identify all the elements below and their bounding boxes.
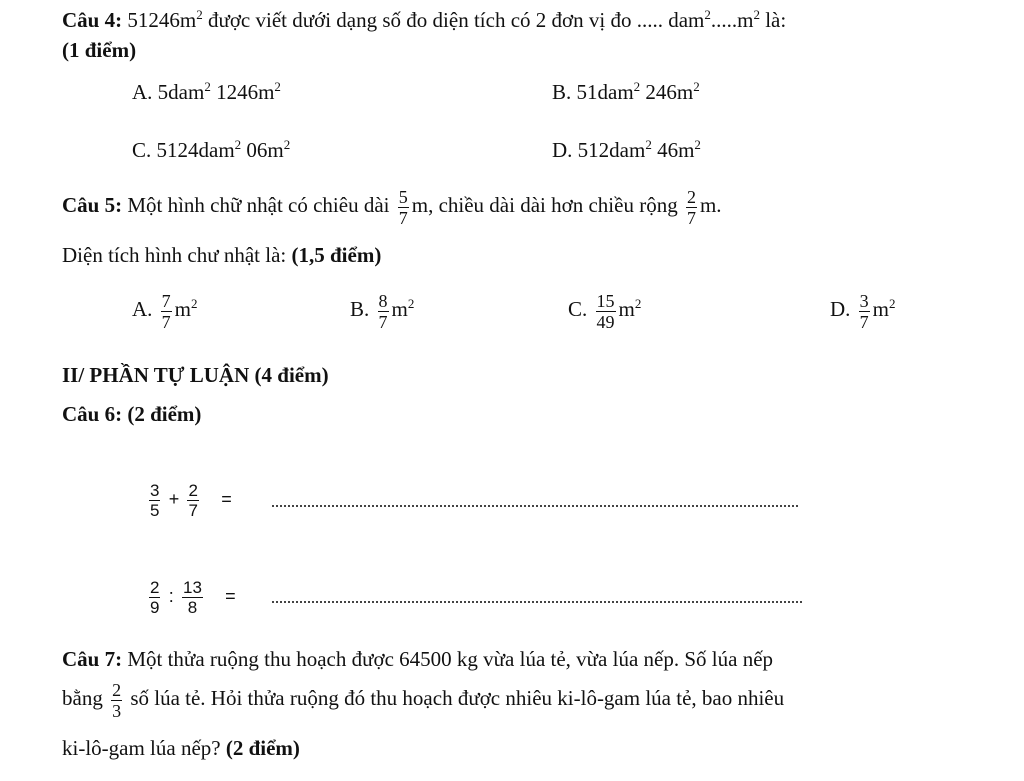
q7-fraction — [111, 680, 122, 721]
q5-line2 — [62, 242, 381, 268]
fraction — [149, 481, 160, 520]
answer-line-2[interactable] — [272, 601, 802, 603]
option-letter: B. — [552, 80, 577, 104]
unit: m — [391, 297, 408, 321]
q7-label: Câu 7: — [62, 647, 123, 671]
option-letter: B. — [350, 297, 370, 321]
q7-text: bằng — [62, 686, 109, 710]
numerator: 3 — [150, 480, 160, 500]
option-letter: C. — [132, 138, 157, 162]
denominator: 3 — [112, 700, 122, 721]
q5-option-b — [350, 287, 414, 332]
denominator: 8 — [187, 597, 198, 617]
q5-diff-fraction — [686, 187, 697, 228]
unit: m — [618, 297, 635, 321]
superscript: 2 — [704, 7, 711, 22]
superscript: 2 — [889, 296, 896, 311]
numerator: 8 — [378, 290, 388, 311]
numerator: 5 — [398, 186, 408, 207]
superscript: 2 — [634, 296, 642, 311]
q4-option-d — [552, 137, 701, 163]
q4-label: Câu 4: — [62, 8, 123, 32]
denominator: 7 — [859, 311, 869, 332]
q7-text: số lúa tẻ. Hỏi thửa ruộng đó thu hoạch được nhiêu ki-lô-gam lúa tẻ, bao nhiêu — [125, 686, 785, 710]
q4-option-b — [552, 79, 700, 105]
numerator: 2 — [188, 480, 198, 500]
unit: m — [174, 297, 192, 321]
q5-stem-part: m. — [699, 193, 722, 217]
superscript: 2 — [204, 79, 211, 94]
option-fraction — [596, 291, 616, 332]
option-letter: D. — [552, 138, 578, 162]
q4-stem-part: 51246m — [127, 8, 197, 32]
q7-line2 — [62, 676, 784, 721]
option-text: 06m — [241, 138, 284, 162]
superscript: 2 — [645, 137, 652, 152]
q5-label: Câu 5: — [62, 193, 123, 217]
denominator: 7 — [398, 207, 408, 228]
q4-option-c — [132, 137, 290, 163]
q4-option-a — [132, 79, 281, 105]
q4-stem-part: là: — [759, 8, 787, 32]
denominator: 7 — [686, 207, 696, 228]
superscript: 2 — [191, 296, 198, 311]
superscript: 2 — [693, 79, 700, 94]
q4-points: (1 điểm) — [62, 38, 137, 62]
denominator: 7 — [161, 311, 171, 332]
option-text: 5124dam — [156, 138, 235, 162]
q5-option-a — [132, 287, 198, 332]
option-fraction — [859, 291, 870, 332]
option-letter: C. — [568, 297, 588, 321]
numerator: 13 — [182, 577, 202, 597]
superscript: 2 — [234, 137, 242, 152]
option-letter: D. — [830, 297, 851, 321]
denominator: 49 — [596, 311, 615, 332]
numerator: 3 — [859, 290, 869, 311]
option-letter: A. — [132, 80, 158, 104]
denominator: 9 — [150, 597, 160, 617]
q5-stem-part: m, chiều dài dài hơn chiều rộng — [411, 193, 683, 217]
option-text: 1246m — [210, 80, 275, 104]
superscript: 2 — [196, 7, 203, 22]
superscript: 2 — [407, 296, 415, 311]
unit: m — [872, 297, 890, 321]
option-text: 246m — [640, 80, 694, 104]
denominator: 7 — [188, 500, 198, 520]
option-text: 512dam — [577, 138, 646, 162]
equals-sign: = — [225, 586, 236, 606]
numerator: 2 — [686, 186, 696, 207]
q7-points: (2 điểm) — [225, 736, 300, 760]
denominator: 5 — [150, 500, 160, 520]
q4-stem-part: được viết dưới dạng số đo diện tích có 2 đơn vị đo ..... dam — [202, 8, 705, 32]
section-title: II/ PHẦN TỰ LUẬN (4 điểm) — [62, 363, 329, 387]
option-text: 51dam — [576, 80, 634, 104]
q5-points: (1,5 điểm) — [291, 243, 382, 267]
numerator: 15 — [596, 290, 615, 311]
q4-stem-part: .....m — [710, 8, 754, 32]
option-fraction — [378, 291, 389, 332]
q5-line2-text: Diện tích hình chư nhật là: — [62, 243, 292, 267]
option-text: 5dam — [157, 80, 205, 104]
q6-expression-2 — [146, 573, 236, 618]
option-text: 46m — [651, 138, 695, 162]
q4-stem — [62, 7, 786, 33]
operator: : — [168, 586, 174, 606]
q7-line3 — [62, 735, 300, 761]
q5-stem-part: Một hình chữ nhật có chiêu dài — [122, 193, 395, 217]
superscript: 2 — [753, 7, 760, 22]
numerator: 2 — [112, 679, 122, 700]
q5-length-fraction — [398, 187, 409, 228]
q6-label: Câu 6: (2 điểm) — [62, 402, 202, 426]
q7-text: Một thửa ruộng thu hoạch được 64500 kg vừa lúa tẻ, vừa lúa nếp. Số lúa nếp — [122, 647, 774, 671]
fraction — [182, 578, 203, 617]
answer-line-1[interactable] — [272, 505, 798, 507]
q5-option-c — [568, 287, 641, 332]
superscript: 2 — [283, 137, 291, 152]
option-letter: A. — [132, 297, 153, 321]
superscript: 2 — [694, 137, 701, 152]
denominator: 7 — [378, 311, 388, 332]
q7-line1 — [62, 646, 773, 672]
equals-sign: = — [221, 489, 232, 509]
q5-stem — [62, 183, 722, 228]
numerator: 2 — [150, 577, 160, 597]
fraction — [149, 578, 160, 617]
fraction — [187, 481, 198, 520]
q6-expression-1 — [146, 476, 232, 521]
superscript: 2 — [274, 79, 281, 94]
option-fraction — [161, 291, 172, 332]
q5-option-d — [830, 287, 896, 332]
superscript: 2 — [633, 79, 641, 94]
operator: + — [168, 489, 180, 509]
q7-text: ki-lô-gam lúa nếp? — [62, 736, 226, 760]
numerator: 7 — [161, 290, 171, 311]
